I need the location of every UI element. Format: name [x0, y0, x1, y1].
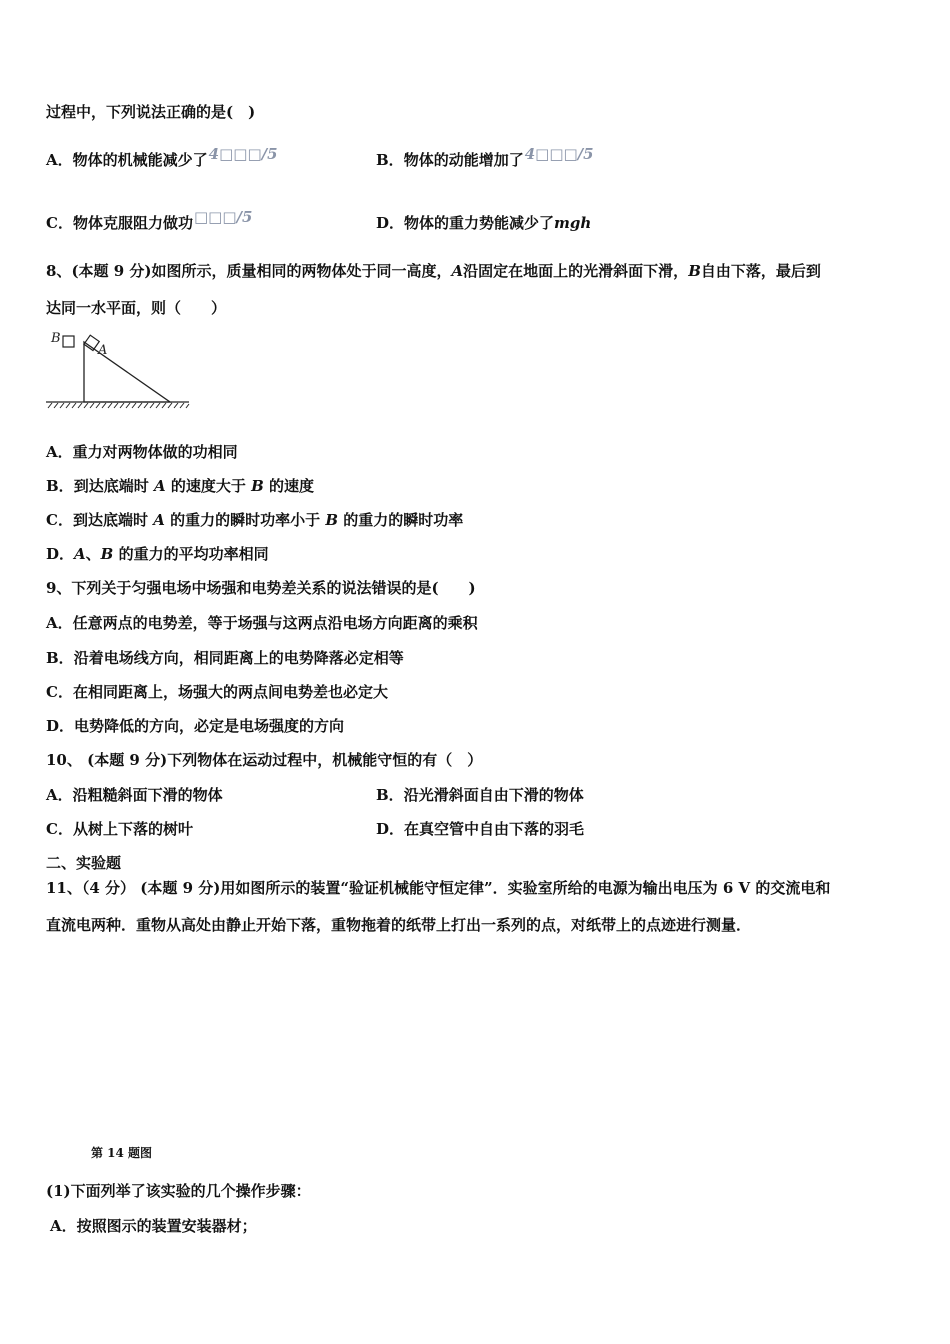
q9-option-b: B．沿着电场线方向，相同距离上的电势降落必定相等	[46, 649, 404, 667]
q11-step-a: A．按照图示的装置安装器材；	[50, 1217, 257, 1235]
q9-option-c: C．在相同距离上，场强大的两点间电势差也必定大	[46, 683, 388, 701]
incline-figure	[44, 326, 194, 412]
formula-image: □□□/5	[193, 208, 253, 226]
q10-option-c: C．从树上下落的树叶	[46, 820, 193, 838]
q10-option-a: A．沿粗糙斜面下滑的物体	[46, 786, 223, 804]
q8-option-d: D．A、B 的重力的平均功率相同	[46, 545, 269, 563]
q8-stem-line1: 8、(本题 9 分)如图所示，质量相同的两物体处于同一高度，A沿固定在地面上的光滑斜面下滑，B自由下落，最后到	[46, 262, 821, 280]
q7-stem: 过程中，下列说法正确的是( )	[46, 103, 256, 121]
formula-image: 4□□□/5	[208, 145, 278, 163]
figure-caption: 第 14 题图	[91, 1146, 153, 1160]
q11-stem-line1: 11、（4 分） (本题 9 分)用如图所示的装置“验证机械能守恒定律”．实验室所给的电源为输出电压为 6 V 的交流电和	[46, 879, 831, 897]
q9-option-a: A．任意两点的电势差，等于场强与这两点沿电场方向距离的乘积	[46, 614, 478, 632]
q9-option-d: D．电势降低的方向，必定是电场强度的方向	[46, 717, 345, 735]
q10-option-b: B．沿光滑斜面自由下滑的物体	[376, 786, 584, 804]
q7-option-a: A．物体的机械能减少了4□□□/5	[46, 145, 278, 169]
q8-stem-line2: 达同一水平面，则（ ）	[46, 299, 227, 317]
q11-part1: (1)下面列举了该实验的几个操作步骤：	[46, 1182, 311, 1200]
ground-hatching	[48, 403, 189, 408]
incline	[84, 342, 170, 402]
figure-label-a: A	[98, 343, 108, 358]
section-title: 二、实验题	[46, 854, 122, 872]
formula-image: 4□□□/5	[524, 145, 594, 163]
q7-option-b: B．物体的动能增加了4□□□/5	[376, 145, 594, 169]
q8-option-b: B．到达底端时 A 的速度大于 B 的速度	[46, 477, 314, 495]
figure-label-b: B	[51, 331, 61, 346]
q7-option-d: D．物体的重力势能减少了mgh	[376, 214, 592, 232]
q8-option-a: A．重力对两物体做的功相同	[46, 443, 238, 461]
q9-stem: 9、下列关于匀强电场中场强和电势差关系的说法错误的是( )	[46, 579, 476, 597]
q7-option-c: C．物体克服阻力做功□□□/5	[46, 208, 253, 232]
block-b	[63, 336, 74, 347]
q11-stem-line2: 直流电两种．重物从高处由静止开始下落，重物拖着的纸带上打出一系列的点，对纸带上的点迹进行测量．	[46, 916, 752, 934]
q10-stem: 10、 (本题 9 分)下列物体在运动过程中，机械能守恒的有（ ）	[46, 751, 483, 769]
q10-option-d: D．在真空管中自由下落的羽毛	[376, 820, 585, 838]
q8-option-c: C．到达底端时 A 的重力的瞬时功率小于 B 的重力的瞬时功率	[46, 511, 464, 529]
